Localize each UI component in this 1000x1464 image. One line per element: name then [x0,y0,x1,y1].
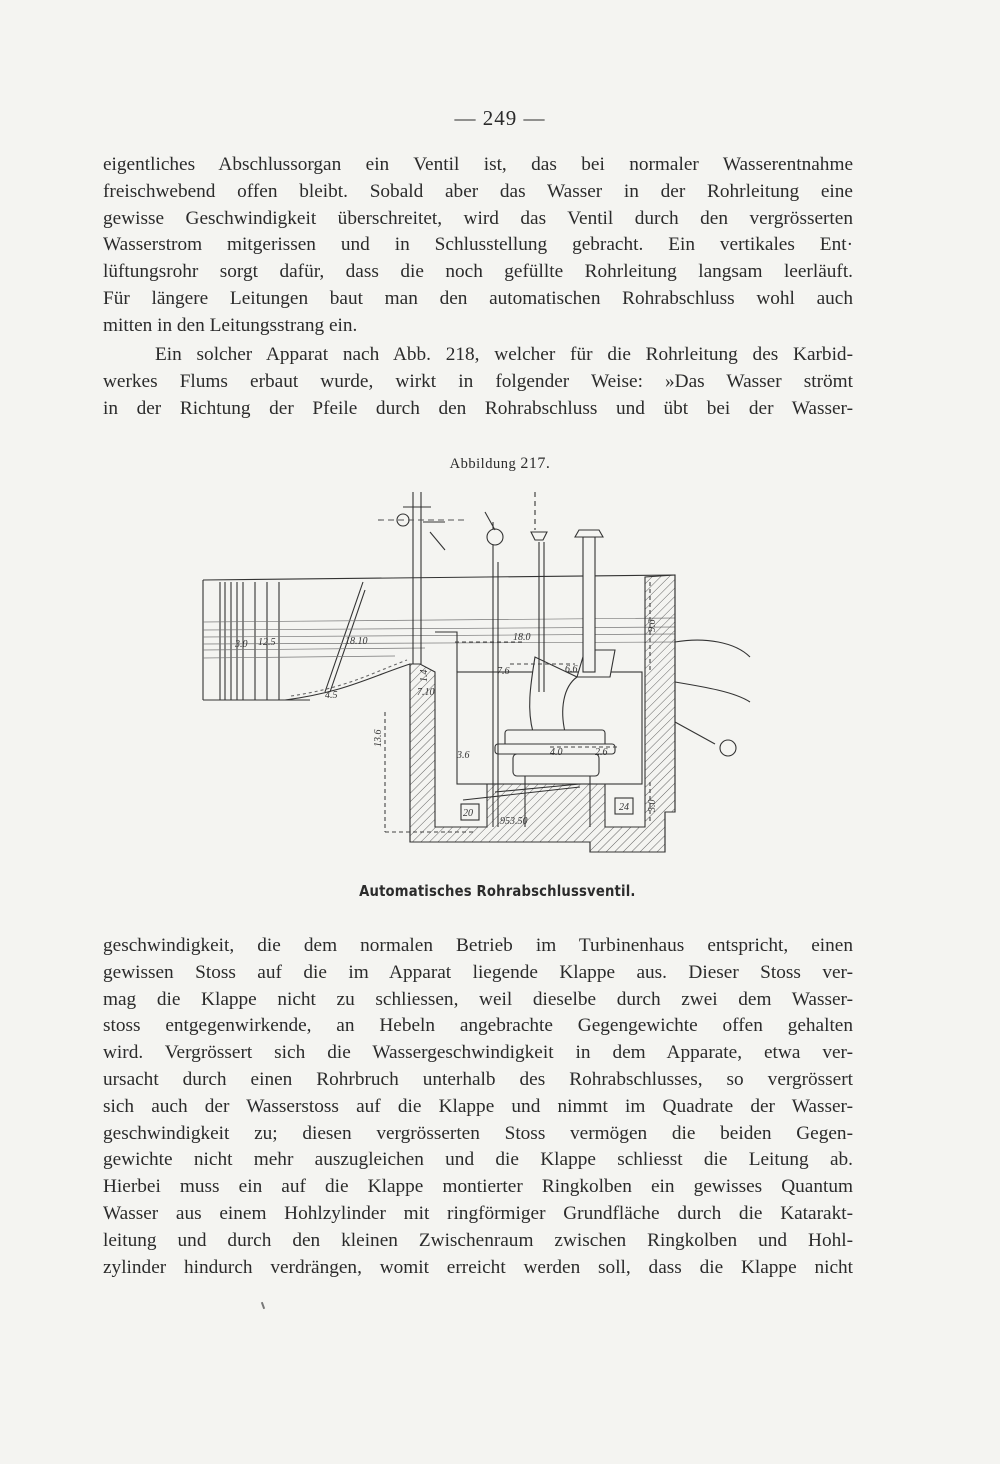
sloped-floor [285,664,420,700]
text-line: sich auch der Wasserstoss auf die Klappe und nimmt im Quadrate der Wasser- [103,1095,853,1117]
figure-label-number: 217. [520,455,551,472]
paragraph-3 [103,933,853,1281]
figure-technical-drawing [195,482,755,864]
dimension-label: 9.6 [647,619,658,632]
text-line: mitten in den Leitungsstrang ein. [103,314,358,336]
text-line: eigentliches Abschlussorgan ein Ventil ist, das bei normaler Wasserentnahme [103,154,853,175]
text-line: Wasserstrom mitgerissen und in Schlusstellung gebracht. Ein vertikales Ent· [103,234,853,256]
text-line: wird. Vergrössert sich die Wassergeschwindigkeit in dem Apparate, etwa ver- [103,1042,853,1064]
dimension-label: 1.4 [419,669,430,682]
text-line: Ein solcher Apparat nach Abb. 218, welcher für die Rohrleitung des Karbid- [155,344,853,365]
figure-label [0,455,1000,473]
text-line: freischwebend offen bleibt. Sobald aber das Wasser in der Rohrleitung eine [103,180,853,202]
gauge [485,492,547,545]
page-number: — 249 — [454,106,546,130]
dimension-label: 4.5 [325,690,338,701]
dimension-label: 7.10 [417,687,435,698]
text-line: leitung und durch den kleinen Zwischenraum zwischen Ringkolben und Hohl- [103,1229,853,1251]
text-line: stoss entgegenwirkende, an Hebeln angebrachte Gegengewichte offen gehalten [103,1015,853,1037]
dimension-label: 7.6 [497,666,510,677]
text-line: zylinder hindurch verdrängen, womit erreicht werden soll, dass die Klappe nicht [103,1256,853,1278]
dimension-label: 24 [619,802,629,813]
paragraph-2 [103,342,853,422]
text-line: gewissen Stoss auf die im Apparat liegende Klappe aus. Dieser Stoss ver- [103,961,853,983]
text-line: mag die Klappe nicht zu schliessen, weil dieselbe durch zwei dem Wasser- [103,988,853,1010]
text-line: gewichte nicht mehr auszugleichen und die Klappe schliesst die Leitung ab. [103,1149,853,1171]
dimension-label: 20 [463,808,473,819]
dimension-label: 953.50 [500,816,528,827]
text-line: ursacht durch einen Rohrbruch unterhalb des Rohrabschlusses, so vergrössert [103,1068,853,1090]
text-line: Hierbei muss ein auf die Klappe montierter Ringkolben ein gewisses Quantum [103,1176,853,1198]
dimension-label: 12.5 [258,637,276,648]
dimension-label: 3.6 [457,750,470,761]
text-line: Wasser aus einem Hohlzylinder mit ringförmiger Grundfläche durch die Katarakt- [103,1202,853,1224]
text-line: geschwindigkeit zu; diesen vergrösserten Stoss vermögen die beiden Gegen- [103,1122,853,1144]
right-outlet-pipe [675,640,750,756]
text-line: gewisse Geschwindigkeit überschreitet, wird das Ventil durch den vergrösserten [103,207,853,229]
text-line: geschwindigkeit, die dem normalen Betrieb im Turbinenhaus entspricht, einen [103,935,853,956]
dimension-label: 2.6 [595,747,608,758]
text-line: werkes Flums erbaut wurde, wirkt in folgender Weise: »Das Wasser strömt [103,370,853,392]
text-line: in der Richtung der Pfeile durch den Rohrabschluss und übt bei der Wasser- [103,397,853,419]
paragraph-1 [103,152,853,340]
dimension-label: 18.10 [345,636,368,647]
figure-label-word: Abbildung [449,456,517,472]
dimension-label: 4.0 [550,747,563,758]
figure-caption: Automatisches Rohrabschlussventil. [359,882,636,900]
text-line: Für längere Leitungen baut man den automatischen Rohrabschluss wohl auch [103,287,853,309]
dimension-label: 13.6 [373,729,384,747]
dimension-label: 3.0 [647,799,658,812]
paper-speck [261,1302,265,1309]
text-line: lüftungsrohr sorgt dafür, dass die noch gefüllte Rohrleitung langsam leerläuft. [103,261,853,283]
dimension-label: 3.0 [235,639,248,650]
dimension-label: 18.0 [513,632,531,643]
dimension-label: 6.6 [565,664,578,675]
